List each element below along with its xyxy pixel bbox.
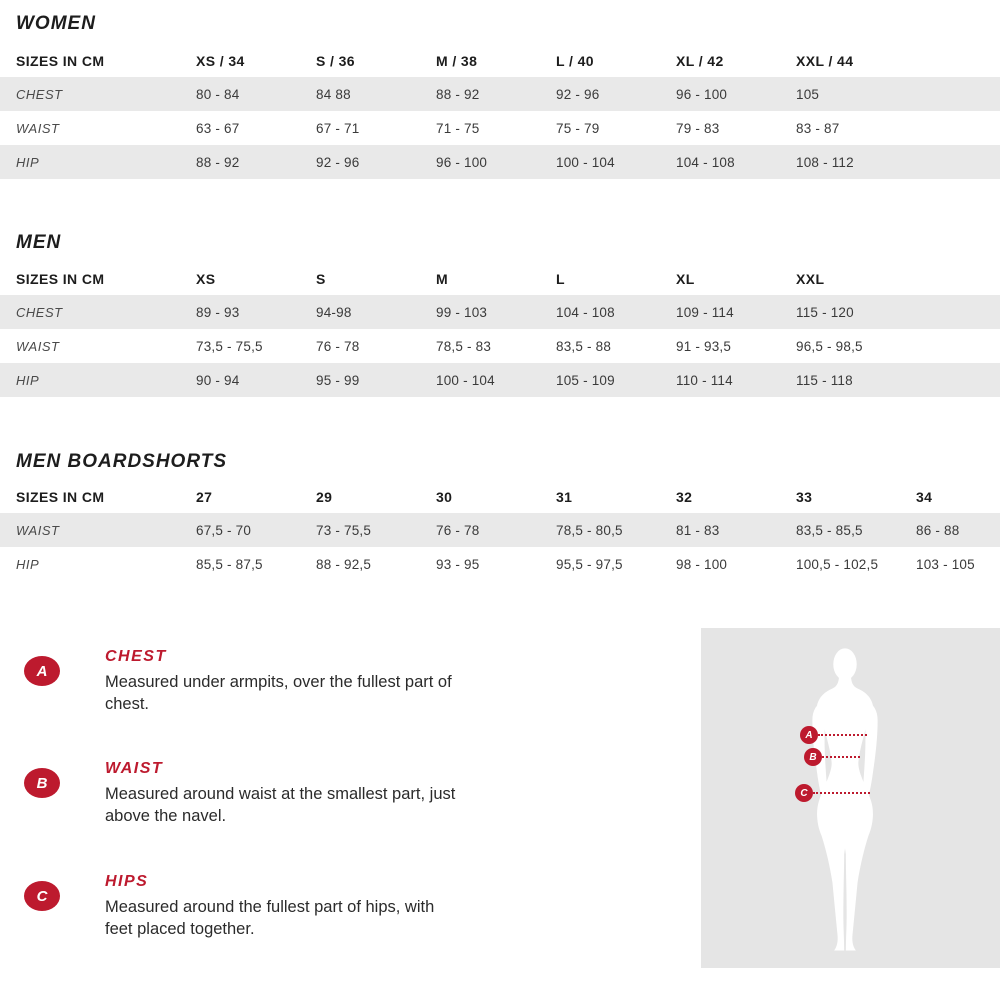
table-cell: 78,5 - 80,5 [556,522,623,538]
table-cell: 80 - 84 [196,86,240,102]
table-cell: 75 - 79 [556,120,600,136]
men-section-title: MEN [16,232,62,253]
table-cell: 76 - 78 [316,338,360,354]
table-cell: 98 - 100 [676,556,728,572]
figure-marker-c: C [795,784,813,802]
table-cell: 115 - 118 [796,372,853,388]
table-cell: 115 - 120 [796,304,854,320]
column-header: XS [196,270,216,287]
row-label: HIP [16,556,40,572]
table-row [0,295,1000,329]
table-cell: 67 - 71 [316,120,360,136]
column-header: 32 [676,488,693,505]
table-cell: 73,5 - 75,5 [196,338,263,354]
waist-measure-line [822,756,860,758]
column-header: S / 36 [316,52,355,69]
table-cell: 91 - 93,5 [676,338,732,354]
table-cell: 104 - 108 [676,154,735,170]
table-cell: 67,5 - 70 [196,522,252,538]
table-cell: 103 - 105 [916,556,975,572]
table-cell: 92 - 96 [316,154,360,170]
row-label: CHEST [16,304,63,320]
column-header: 33 [796,488,813,505]
table-cell: 100 - 104 [436,372,495,388]
table-cell: 84 88 [316,86,351,102]
table-cell: 79 - 83 [676,120,720,136]
table-row [0,111,1000,145]
body-silhouette [778,645,912,963]
table-cell: 88 - 92 [196,154,240,170]
table-cell: 83 - 87 [796,120,840,136]
column-header: 34 [916,488,933,505]
legend-badge-c: C [24,881,60,911]
figure-marker-b: B [804,748,822,766]
sizes-in-cm-label: SIZES IN CM [16,488,105,505]
sizes-in-cm-label: SIZES IN CM [16,270,105,287]
table-cell: 78,5 - 83 [436,338,492,354]
table-cell: 105 [796,86,820,102]
legend-description-hips: Measured around the fullest part of hips, with feet placed together. [105,898,435,938]
column-header: 29 [316,488,333,505]
table-row [0,329,1000,363]
legend-title-hips: HIPS [105,873,149,890]
legend-description-chest: Measured under armpits, over the fullest part of chest. [105,673,452,713]
table-row [0,547,1000,581]
table-cell: 109 - 114 [676,304,734,320]
table-cell: 96 - 100 [676,86,728,102]
legend-title-waist: WAIST [105,760,164,777]
table-cell: 90 - 94 [196,372,240,388]
legend-item-hips [22,873,462,940]
hip-measure-line [813,792,870,794]
table-cell: 86 - 88 [916,522,960,538]
boardshorts-header-row [0,480,1000,513]
column-header: L [556,270,565,287]
table-cell: 96,5 - 98,5 [796,338,863,354]
table-cell: 110 - 114 [676,372,733,388]
table-cell: 96 - 100 [436,154,488,170]
table-cell: 81 - 83 [676,522,720,538]
men-boardshorts-size-table [0,480,1000,581]
table-row [0,145,1000,179]
row-label: HIP [16,372,40,388]
row-label: WAIST [16,120,60,136]
column-header: XL / 42 [676,52,724,69]
table-cell: 88 - 92 [436,86,480,102]
column-header: M / 38 [436,52,478,69]
legend-title-chest: CHEST [105,648,167,665]
legend-item-chest [22,648,462,715]
table-cell: 94-98 [316,304,352,320]
table-cell: 83,5 - 85,5 [796,522,863,538]
women-size-table [0,44,1000,179]
column-header: XS / 34 [196,52,245,69]
column-header: S [316,270,326,287]
column-header: XXL [796,270,825,287]
table-cell: 88 - 92,5 [316,556,372,572]
table-cell: 93 - 95 [436,556,480,572]
row-label: HIP [16,154,40,170]
column-header: XL [676,270,695,287]
table-cell: 108 - 112 [796,154,854,170]
table-cell: 76 - 78 [436,522,480,538]
women-section-title: WOMEN [16,13,96,34]
figure-marker-a: A [800,726,818,744]
table-cell: 89 - 93 [196,304,240,320]
column-header: M [436,270,449,287]
row-label: CHEST [16,86,63,102]
men-size-table [0,262,1000,397]
legend-badge-b: B [24,768,60,798]
row-label: WAIST [16,338,60,354]
legend-description-waist: Measured around waist at the smallest part, just above the navel. [105,785,456,825]
table-cell: 92 - 96 [556,86,600,102]
chest-measure-line [818,734,867,736]
row-label: WAIST [16,522,60,538]
table-cell: 105 - 109 [556,372,615,388]
legend-item-waist [22,760,462,827]
women-header-row [0,44,1000,77]
table-row [0,513,1000,547]
men-header-row [0,262,1000,295]
table-cell: 85,5 - 87,5 [196,556,263,572]
measurement-figure-panel [701,628,1000,968]
table-cell: 63 - 67 [196,120,240,136]
table-cell: 104 - 108 [556,304,615,320]
table-cell: 100 - 104 [556,154,615,170]
table-cell: 95 - 99 [316,372,360,388]
column-header: L / 40 [556,52,594,69]
legend-badge-a: A [24,656,60,686]
table-cell: 95,5 - 97,5 [556,556,623,572]
table-cell: 73 - 75,5 [316,522,372,538]
column-header: 30 [436,488,453,505]
column-header: 31 [556,488,573,505]
table-row [0,363,1000,397]
table-cell: 100,5 - 102,5 [796,556,879,572]
men-boardshorts-section-title: MEN BOARDSHORTS [16,451,227,472]
table-cell: 99 - 103 [436,304,488,320]
sizes-in-cm-label: SIZES IN CM [16,52,105,69]
table-row [0,77,1000,111]
column-header: XXL / 44 [796,52,854,69]
table-cell: 71 - 75 [436,120,480,136]
table-cell: 83,5 - 88 [556,338,612,354]
column-header: 27 [196,488,213,505]
